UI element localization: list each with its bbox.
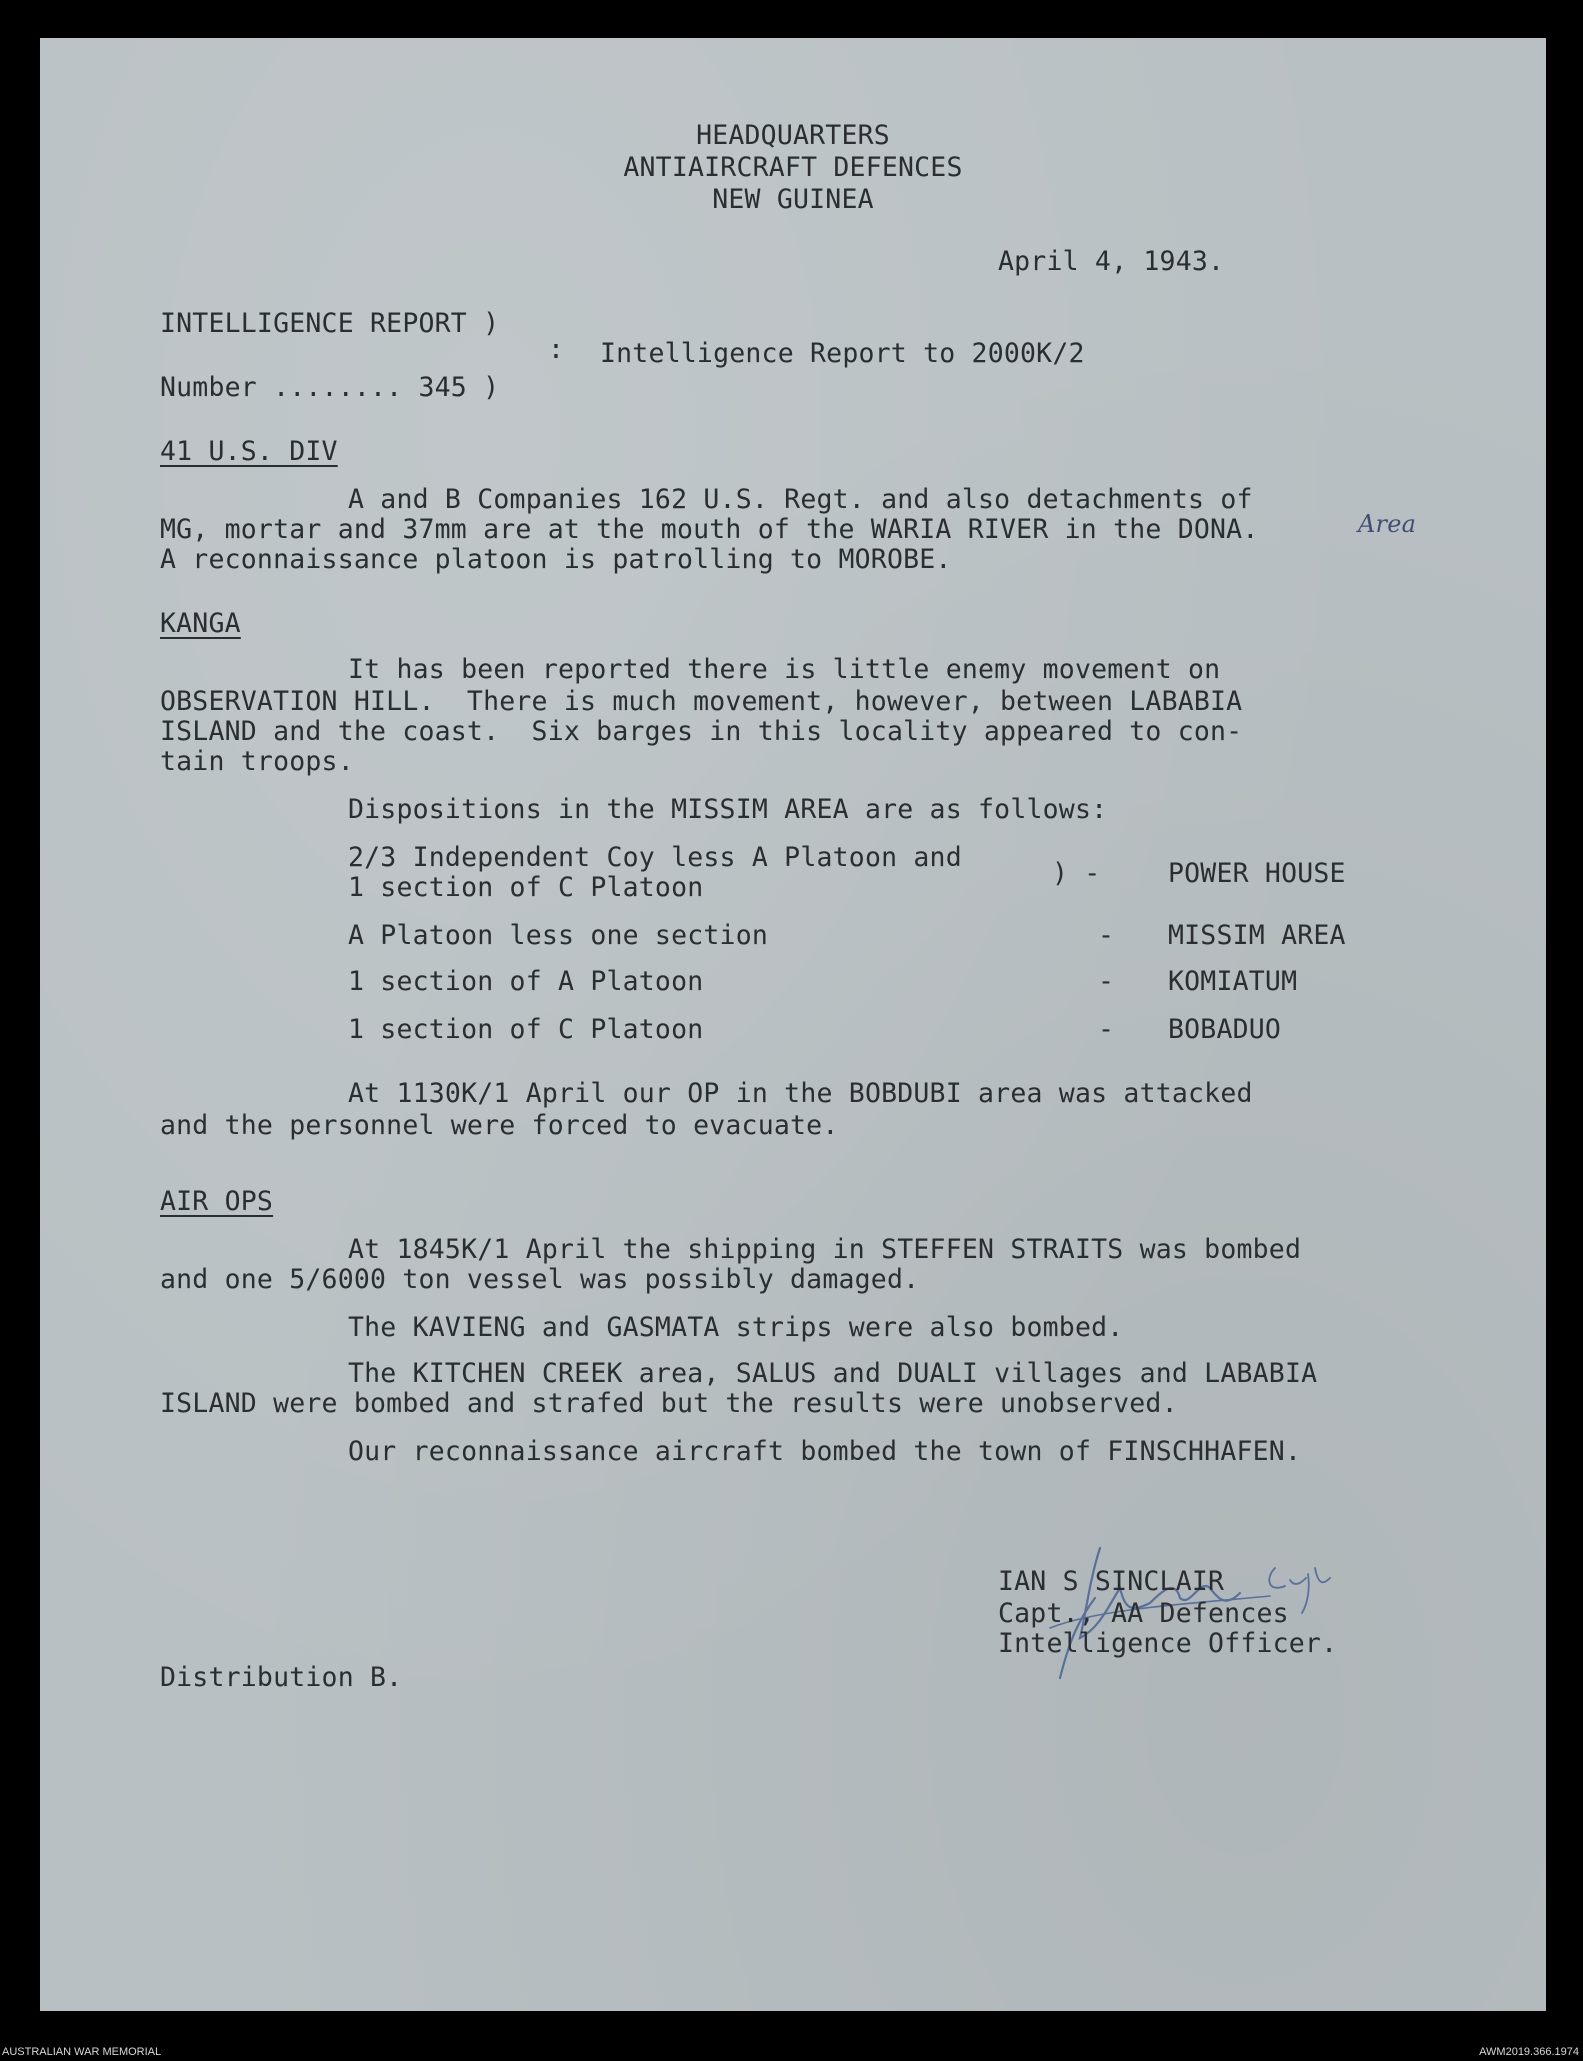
paragraph-line: MG, mortar and 37mm are at the mouth of the WARIA RIVER in the DONA. [160,514,1259,545]
paragraph-line: Our reconnaissance aircraft bombed the town of FINSCHHAFEN. [348,1436,1302,1467]
report-date: April 4, 1943. [998,246,1225,277]
paragraph-line: OBSERVATION HILL. There is much movement, however, between LABABIA [160,686,1243,717]
signatory-role: Intelligence Officer. [998,1628,1338,1659]
paragraph-line: ISLAND and the coast. Six barges in this locality appeared to con- [160,716,1243,747]
footer-institution: AUSTRALIAN WAR MEMORIAL [2,2046,162,2058]
paragraph-line: tain troops. [160,746,354,777]
signatory-title: Capt., AA Defences [998,1598,1289,1629]
paragraph-line: and the personnel were forced to evacuate. [160,1110,839,1141]
paragraph-line: At 1130K/1 April our OP in the BOBDUBI area was attacked [348,1078,1253,1109]
disposition-location: KOMIATUM [1168,966,1298,997]
disposition-unit: A Platoon less one section [348,920,769,951]
paragraph-line: It has been reported there is little enemy movement on [348,654,1221,685]
paragraph-line: Dispositions in the MISSIM AREA are as follows: [348,794,1108,825]
paragraph-line: ISLAND were bombed and strafed but the results were unobserved. [160,1388,1178,1419]
paragraph-line: and one 5/6000 ton vessel was possibly damaged. [160,1264,920,1295]
disposition-separator: - [1098,1014,1115,1045]
disposition-unit: 2/3 Independent Coy less A Platoon and [348,842,962,873]
section-heading-kanga: KANGA [160,608,241,639]
report-colon: : [548,334,565,365]
handwritten-note: Area [1358,510,1417,538]
report-number: Number ........ 345 ) [160,372,500,403]
header-line-1: HEADQUARTERS [696,120,890,151]
disposition-location: POWER HOUSE [1168,858,1346,889]
disposition-unit: 1 section of A Platoon [348,966,704,997]
report-subject: Intelligence Report to 2000K/2 [600,338,1085,369]
disposition-separator: ) - [1052,858,1101,889]
signatory-name: IAN S SINCLAIR [998,1566,1225,1597]
distribution-note: Distribution B. [160,1662,403,1693]
paragraph-line: The KITCHEN CREEK area, SALUS and DUALI villages and LABABIA [348,1358,1318,1389]
header-line-3: NEW GUINEA [712,184,874,215]
paragraph-line: A and B Companies 162 U.S. Regt. and also detachments of [348,484,1253,515]
paragraph-line: The KAVIENG and GASMATA strips were also bombed. [348,1312,1124,1343]
disposition-location: MISSIM AREA [1168,920,1346,951]
report-label: INTELLIGENCE REPORT ) [160,308,500,339]
paragraph-line: At 1845K/1 April the shipping in STEFFEN STRAITS was bombed [348,1234,1302,1265]
disposition-separator: - [1098,966,1115,997]
disposition-unit: 1 section of C Platoon [348,872,704,903]
disposition-unit: 1 section of C Platoon [348,1014,704,1045]
document-page [40,38,1546,2011]
disposition-separator: - [1098,920,1115,951]
paragraph-line: A reconnaissance platoon is patrolling to MOROBE. [160,544,952,575]
disposition-location: BOBADUO [1168,1014,1282,1045]
section-heading-41-us-div: 41 U.S. DIV [160,436,338,467]
header-line-2: ANTIAIRCRAFT DEFENCES [623,152,963,183]
footer-accession-number: AWM2019.366.1974 [1479,2046,1579,2058]
section-heading-air-ops: AIR OPS [160,1186,274,1217]
